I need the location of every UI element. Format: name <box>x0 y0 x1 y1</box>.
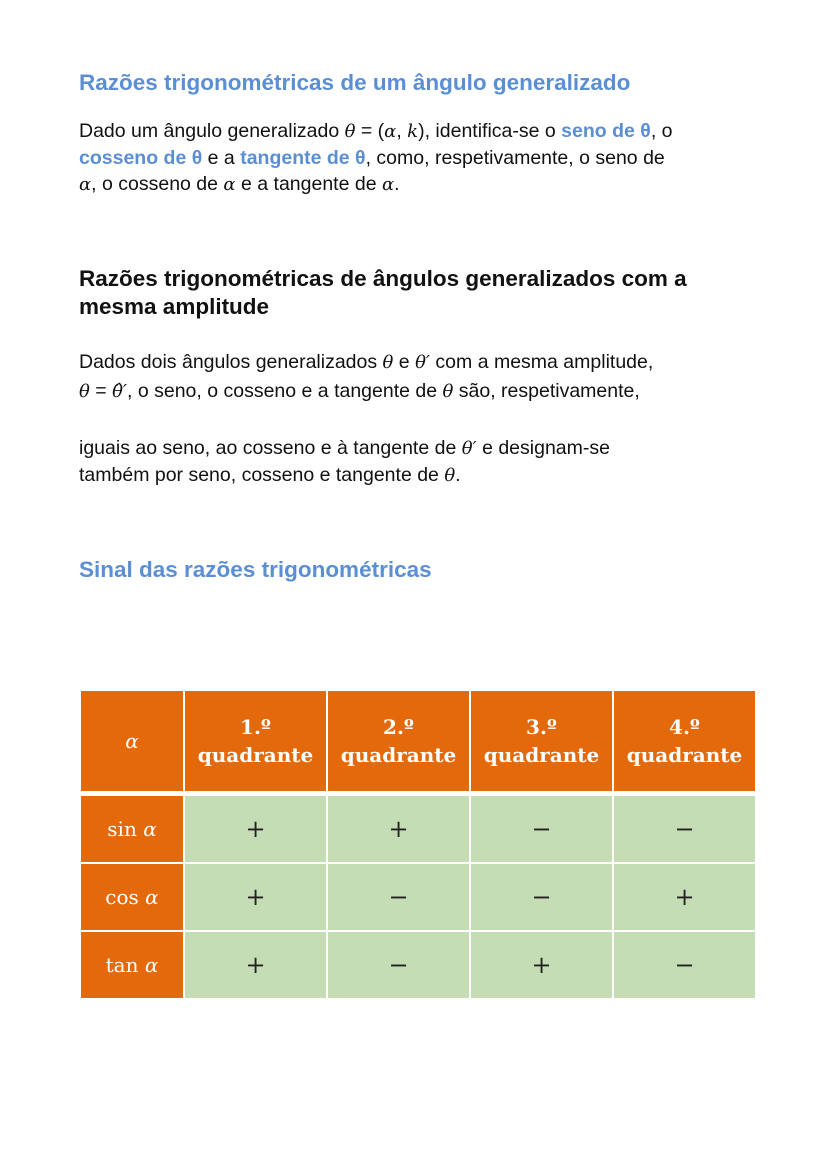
term-cosseno: cosseno de θ <box>79 147 203 169</box>
signs-table <box>79 689 757 1000</box>
sign-cell: + <box>327 794 470 864</box>
row-header: cos α <box>80 863 184 931</box>
section-title-signs: Sinal das razões trigonométricas <box>79 557 432 582</box>
sign-cell: + <box>613 863 756 931</box>
table-row-tan <box>80 931 756 999</box>
sign-cell: − <box>470 794 613 864</box>
sign-cell: + <box>184 794 327 864</box>
row-header: tan α <box>80 931 184 999</box>
sign-cell: + <box>184 931 327 999</box>
paragraph-definition <box>79 118 673 198</box>
header-q4: 4.º quadrante <box>613 690 756 794</box>
section-title-generalized-angle: Razões trigonométricas de um ângulo generalizado <box>79 70 631 95</box>
term-seno: seno de θ <box>561 120 651 142</box>
line: α, o cosseno de α e a tangente de α. <box>79 173 400 195</box>
row-header: sin α <box>80 794 184 864</box>
header-q1: 1.º quadrante <box>184 690 327 794</box>
line: Dado um ângulo generalizado θ = (α, k), identifica-se o seno de θ, o <box>79 120 673 142</box>
corner-cell: α <box>80 690 184 794</box>
sign-cell: − <box>613 931 756 999</box>
sign-cell: − <box>613 794 756 864</box>
table-row-cos <box>80 863 756 931</box>
header-q2: 2.º quadrante <box>327 690 470 794</box>
line: cosseno de θ e a tangente de θ, como, respetivamente, o seno de <box>79 147 665 169</box>
table-header-row <box>80 690 756 794</box>
sign-cell: − <box>327 931 470 999</box>
paragraph-same-amplitude: Dados dois ângulos generalizados θ e θ′ com a mesma amplitude, θ = θ̂′, o seno, o cosseno e a tangente de θ são, respetivamente, iguais ao seno, ao cosseno e à tangente de θ′ e designam-se também por seno, cosseno e tangente de θ. <box>79 351 654 486</box>
sign-cell: − <box>327 863 470 931</box>
header-q3: 3.º quadrante <box>470 690 613 794</box>
table-row-sin <box>80 794 756 864</box>
sign-cell: + <box>470 931 613 999</box>
section-title-same-amplitude: Razões trigonométricas de ângulos generalizados com a mesma amplitude <box>79 266 687 319</box>
sign-cell: − <box>470 863 613 931</box>
term-tangente: tangente de θ <box>240 147 366 169</box>
sign-cell: + <box>184 863 327 931</box>
